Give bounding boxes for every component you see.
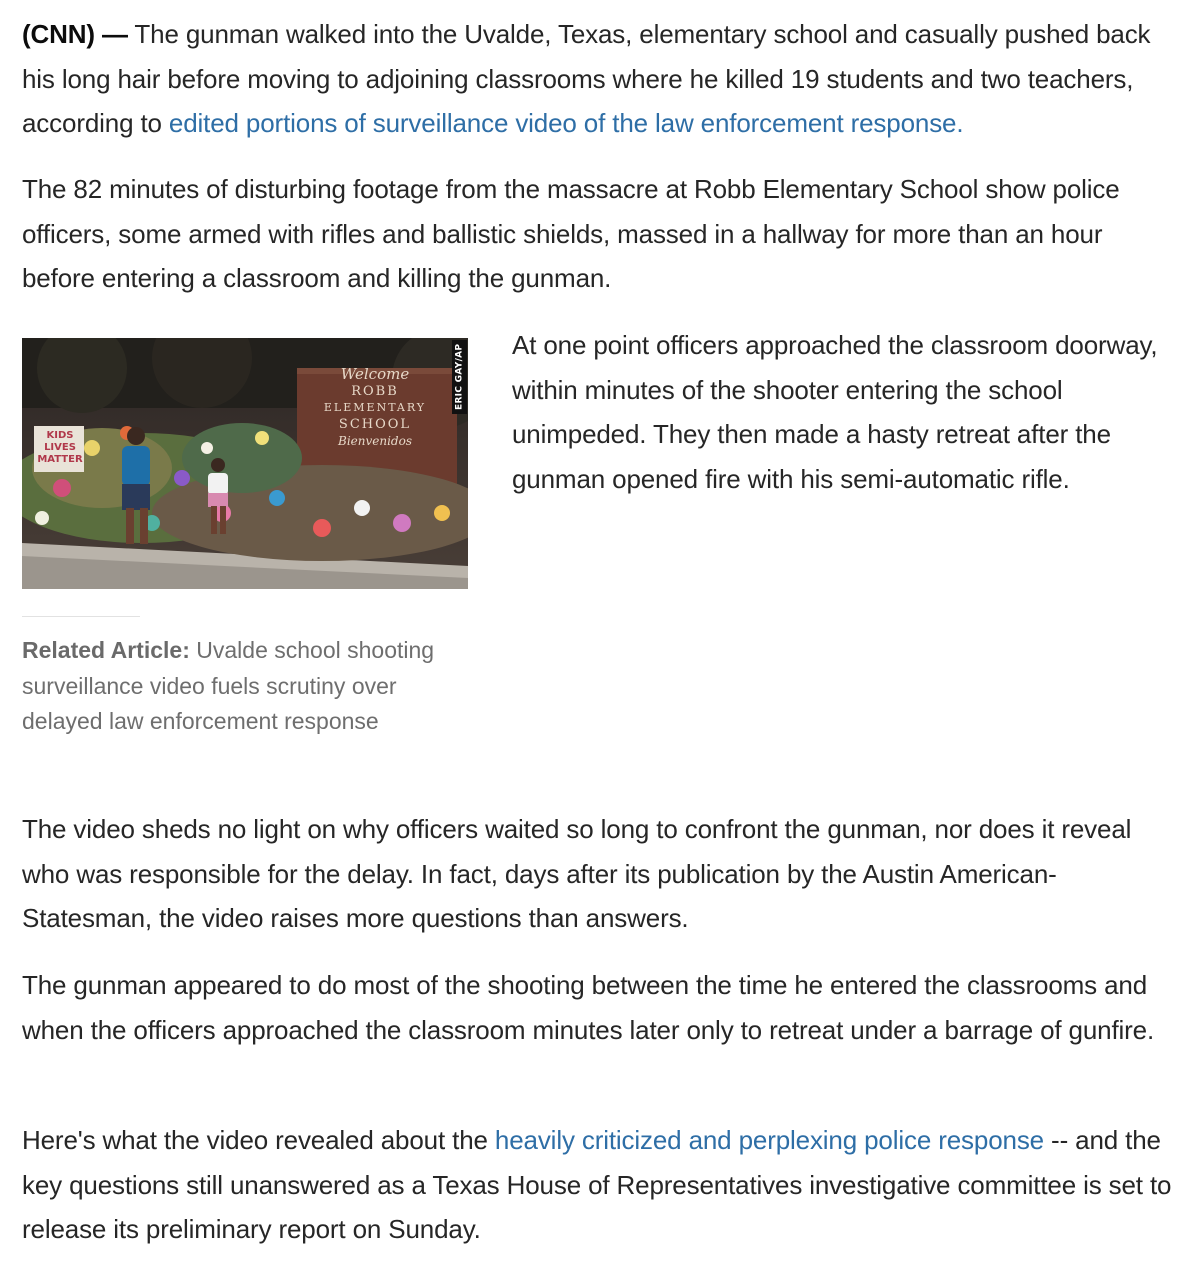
related-article: [22, 633, 462, 740]
paragraph-6-text-before: Here's what the video revealed about the: [22, 1125, 495, 1155]
dateline: (CNN) —: [22, 19, 128, 49]
paragraph-3: At one point officers approached the classroom doorway, within minutes of the shooter entering the school unimpeded. They then made a hasty retreat after the gunman opened fire with his semi-automatic rifle.: [512, 330, 1158, 494]
paragraph-1-text: The gunman walked into the Uvalde, Texas, elementary school and casually pushed back his long hair before moving to adjoining classrooms where he killed 19 students and two teachers, according to: [22, 19, 1151, 139]
photo-credit: ERIC GAY/AP: [452, 340, 467, 414]
police-response-link[interactable]: heavily criticized and perplexing police response: [494, 1125, 1044, 1155]
paragraph-6-text-after: -- and the key questions still unanswered as a Texas House of Representatives investigative committee is set to release its preliminary report on Sunday.: [22, 1125, 1172, 1245]
sign-school: SCHOOL: [338, 417, 412, 432]
related-divider: [22, 616, 140, 617]
paragraph-5: The gunman appeared to do most of the shooting between the time he entered the classrooms and when the officers approached the classroom minutes later only to retreat under a barrage of gunfire.: [22, 970, 1155, 1045]
surveillance-video-link[interactable]: edited portions of surveillance video of the law enforcement response.: [168, 108, 964, 139]
poster-line-1: KIDS: [46, 430, 74, 441]
related-article-label: Related Article:: [22, 637, 190, 663]
poster-line-3: MATTER: [37, 454, 83, 465]
poster-line-2: LIVES: [44, 442, 76, 453]
sign-text: [300, 365, 450, 449]
sign-robb: ROBB: [351, 384, 399, 399]
sign-welcome: Welcome: [340, 365, 410, 383]
paragraph-6: [22, 1118, 1182, 1252]
paragraph-1: [22, 12, 1182, 146]
sign-bienvenidos: Bienvenidos: [338, 434, 412, 448]
sign-elementary: ELEMENTARY: [323, 401, 427, 414]
related-article-link[interactable]: Uvalde school shooting surveillance video fuels scrutiny over delayed law enforcement response: [22, 637, 435, 734]
paragraph-4: The video sheds no light on why officers waited so long to confront the gunman, nor does it reveal who was responsible for the delay. In fact, days after its publication by the Austin American-Statesman, the video raises more questions than answers.: [22, 814, 1132, 934]
paragraph-2: The 82 minutes of disturbing footage from the massacre at Robb Elementary School show police officers, some armed with rifles and ballistic shields, massed in a hallway for more than an hour before entering a classroom and killing the gunman.: [22, 174, 1120, 294]
poster-text: [36, 430, 84, 466]
